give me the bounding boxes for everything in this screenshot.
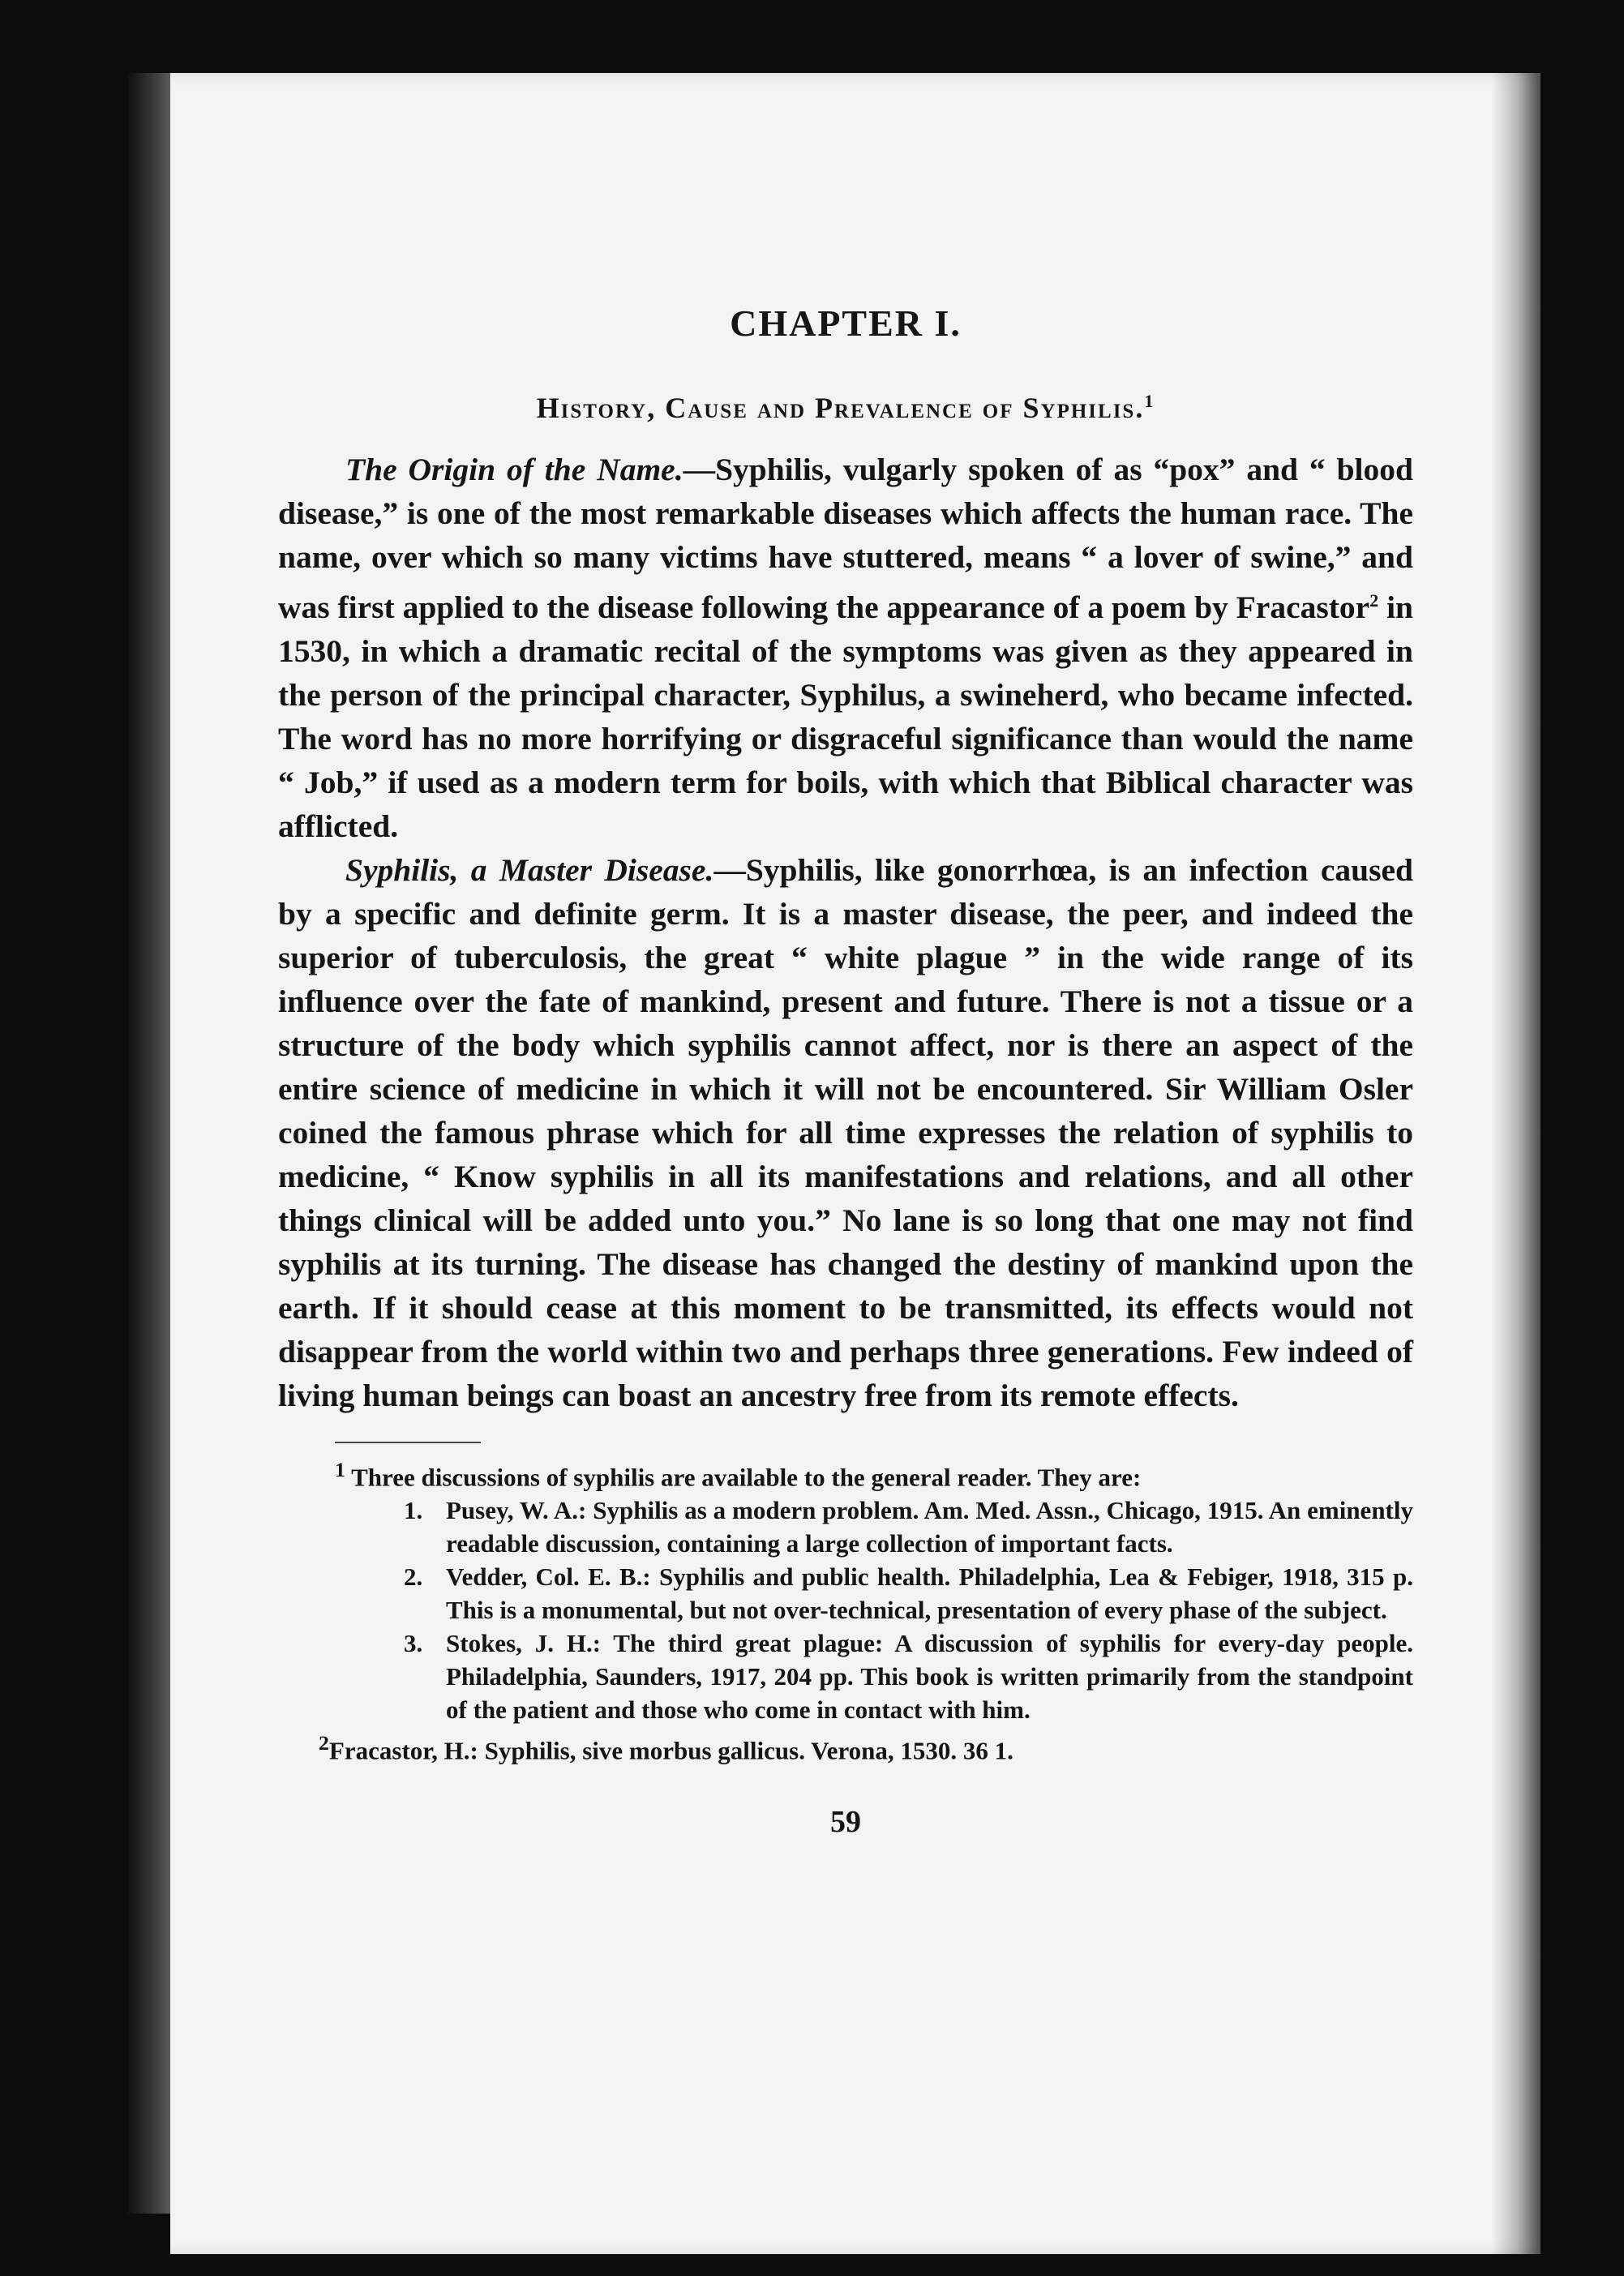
footnote-divider xyxy=(335,1442,481,1443)
page-text-block xyxy=(278,302,1413,1840)
body-text xyxy=(278,448,1413,1417)
paragraph-body: in 1530, in which a dramatic recital of the symptoms was given as they appeared in the person of the principal character, Syphilus, a swineherd, who became infected. The word has no more horrifying or disgraceful significance than would the name “ Job,” if used as a modern term for boils, with which that Biblical character was afflicted. xyxy=(278,589,1414,845)
footnote-item-text: Stokes, J. H.: The third great plague: A discussion of syphilis for every-day people. Philadelphia, Saunders, 1917, 204 pp. This book is written primarily from the standpoint of the patient and those who come in contact with him. xyxy=(446,1629,1413,1725)
footnote-1 xyxy=(335,1453,1413,1494)
footnote-item-text: Pusey, W. A.: Syphilis as a modern problem. Am. Med. Assn., Chicago, 1915. An eminently readable discussion, containing a large collection of important facts. xyxy=(446,1496,1413,1558)
footnote-mark: 1 xyxy=(335,1458,345,1482)
footnote-list-item xyxy=(404,1627,1413,1726)
page-number: 59 xyxy=(830,1804,861,1839)
paragraph-body: —Syphilis, vulgarly spoken of as “pox” and “ blood disease,” is one of the most remarkable diseases which affects the human race. The name, over which so many victims have stuttered, means “ a lover of swine,” and was first applied to the disease following the appearance of a poem by Fracastor xyxy=(278,452,1413,626)
footnote-2 xyxy=(319,1726,1413,1767)
paragraph-origin-of-name xyxy=(278,448,1413,848)
section-title-text: History, Cause and Prevalence of Syphilis. xyxy=(536,392,1145,424)
footnote-list-item xyxy=(404,1494,1413,1560)
page-edge-shadow xyxy=(1492,73,1540,2254)
paragraph-lead: Syphilis, a Master Disease. xyxy=(345,852,714,889)
footnote-item-number: 3. xyxy=(404,1629,423,1658)
footnote-item-number: 1. xyxy=(404,1496,423,1525)
chapter-title: CHAPTER I. xyxy=(730,302,962,344)
footnote-item-text: Vedder, Col. E. B.: Syphilis and public health. Philadelphia, Lea & Febiger, 1918, 315 p. This is a monumental, but not over-technical, presentation of every phase of the subject. xyxy=(446,1562,1413,1625)
footnote-item-number: 2. xyxy=(404,1562,423,1592)
footnotes xyxy=(278,1453,1413,1768)
paragraph-body: —Syphilis, like gonorrhœa, is an infection caused by a specific and definite germ. It is a master disease, the peer, and indeed the superior of tuberculosis, the great “ white plague ” in the wide range of its influence over the fate of mankind, present and future. There is not a tissue or a structure of the body which syphilis cannot affect, nor is there an aspect of the entire science of medicine in which it will not be encountered. Sir William Osler coined the famous phrase which for all time expresses the relation of syphilis to medicine, “ Know syphilis in all its manifestations and relations, and all other things clinical will be added unto you.” No lane is so long that one may not find syphilis at its turning. The disease has changed the destiny of mankind upon the earth. If it should cease at this moment to be transmitted, its effects would not disappear from the world within two and perhaps three generations. Few indeed of living human beings can boast an ancestry free from its remote effects. xyxy=(278,852,1413,1414)
book-page xyxy=(170,73,1540,2254)
book-spine-shadow xyxy=(128,73,177,2214)
paragraph-master-disease xyxy=(278,848,1413,1417)
footnote-text: Three discussions of syphilis are available to the general reader. They are: xyxy=(351,1463,1142,1492)
footnote-text: Fracastor, H.: Syphilis, sive morbus gallicus. Verona, 1530. 36 1. xyxy=(328,1736,1013,1765)
section-title xyxy=(278,391,1413,425)
footnote-mark: 2 xyxy=(319,1731,329,1755)
footnote-list-item xyxy=(404,1560,1413,1627)
footnote-ref-1: 1 xyxy=(1144,391,1155,411)
footnote-ref-2: 2 xyxy=(1369,590,1379,611)
paragraph-lead: The Origin of the Name. xyxy=(345,452,683,487)
